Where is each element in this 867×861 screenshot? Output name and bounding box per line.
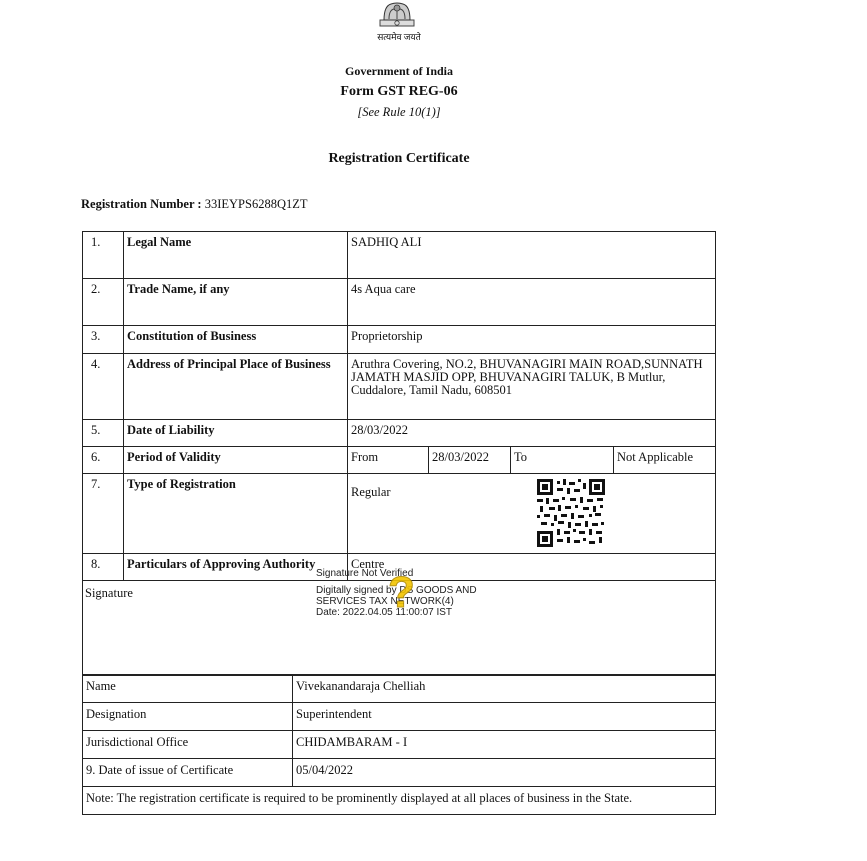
validity-from-value: 28/03/2022 [429,447,511,474]
officer-field-label: 9. Date of issue of Certificate [83,759,293,787]
row-number: 3. [83,326,124,354]
validity-to-label: To [511,447,614,474]
officer-name-value: Vivekanandaraja Chelliah [293,675,716,703]
rule-reference: [See Rule 10(1)] [357,105,441,119]
row-number: 1. [83,232,124,279]
registration-number [81,197,308,212]
registration-number-value: 33IEYPS6288Q1ZT [204,197,308,211]
signature-label: Signature [83,581,716,676]
table-row [83,731,716,759]
approving-authority-value: Centre [348,554,716,581]
field-label: Legal Name [124,232,348,279]
table-row [83,354,716,420]
table-row [83,759,716,787]
row-number: 8. [83,554,124,581]
row-number: 5. [83,420,124,447]
address-value: Aruthra Covering, NO.2, BHUVANAGIRI MAIN ROAD,SUNNATH JAMATH MASJID OPP, BHUVANAGIRI TALUK, B Mutlur, Cuddalore, Tamil Nadu, 608501 [348,354,716,420]
national-emblem-icon [372,0,422,30]
field-label: Date of Liability [124,420,348,447]
registration-number-label: Registration Number : [81,197,202,211]
qr-code-icon [537,479,605,547]
field-label: Address of Principal Place of Business [124,354,348,420]
officer-details-table [82,674,716,815]
signature-date: Date: 2022.04.05 11:00:07 IST [316,607,453,618]
field-label: Particulars of Approving Authority [124,554,348,581]
registration-type-cell [348,474,716,554]
row-number: 4. [83,354,124,420]
form-title: Form GST REG-06 [340,84,458,99]
validity-to-value: Not Applicable [614,447,716,474]
table-row [83,675,716,703]
legal-name-value: SADHIQ ALI [348,232,716,279]
table-row [83,326,716,354]
officer-field-label: Jurisdictional Office [83,731,293,759]
table-row [83,703,716,731]
certificate-title: Registration Certificate [328,151,470,166]
registration-type-value: Regular [351,485,391,499]
table-row [83,279,716,326]
table-row [83,420,716,447]
emblem-motto: सत्यमेव जयते [377,32,421,42]
table-row [83,787,716,815]
table-row [83,447,716,474]
signature-status: Signature Not Verified [316,568,414,579]
question-mark-icon: ? [388,568,415,617]
display-note: Note: The registration certificate is required to be prominently displayed at all places of business in the State. [83,787,716,815]
field-label: Type of Registration [124,474,348,554]
field-label: Period of Validity [124,447,348,474]
signature-signed-by: Digitally signed by DS GOODS AND SERVICES TAX NETWORK(4) [316,585,477,607]
table-row [83,474,716,554]
government-title: Government of India [345,64,453,78]
constitution-value: Proprietorship [348,326,716,354]
date-of-liability-value: 28/03/2022 [348,420,716,447]
officer-field-label: Designation [83,703,293,731]
row-number: 6. [83,447,124,474]
officer-field-label: Name [83,675,293,703]
date-of-issue-value: 05/04/2022 [293,759,716,787]
trade-name-value: 4s Aqua care [348,279,716,326]
row-number: 7. [83,474,124,554]
table-row [83,232,716,279]
validity-from-label: From [348,447,429,474]
designation-value: Superintendent [293,703,716,731]
row-number: 2. [83,279,124,326]
field-label: Constitution of Business [124,326,348,354]
jurisdictional-office-value: CHIDAMBARAM - I [293,731,716,759]
field-label: Trade Name, if any [124,279,348,326]
